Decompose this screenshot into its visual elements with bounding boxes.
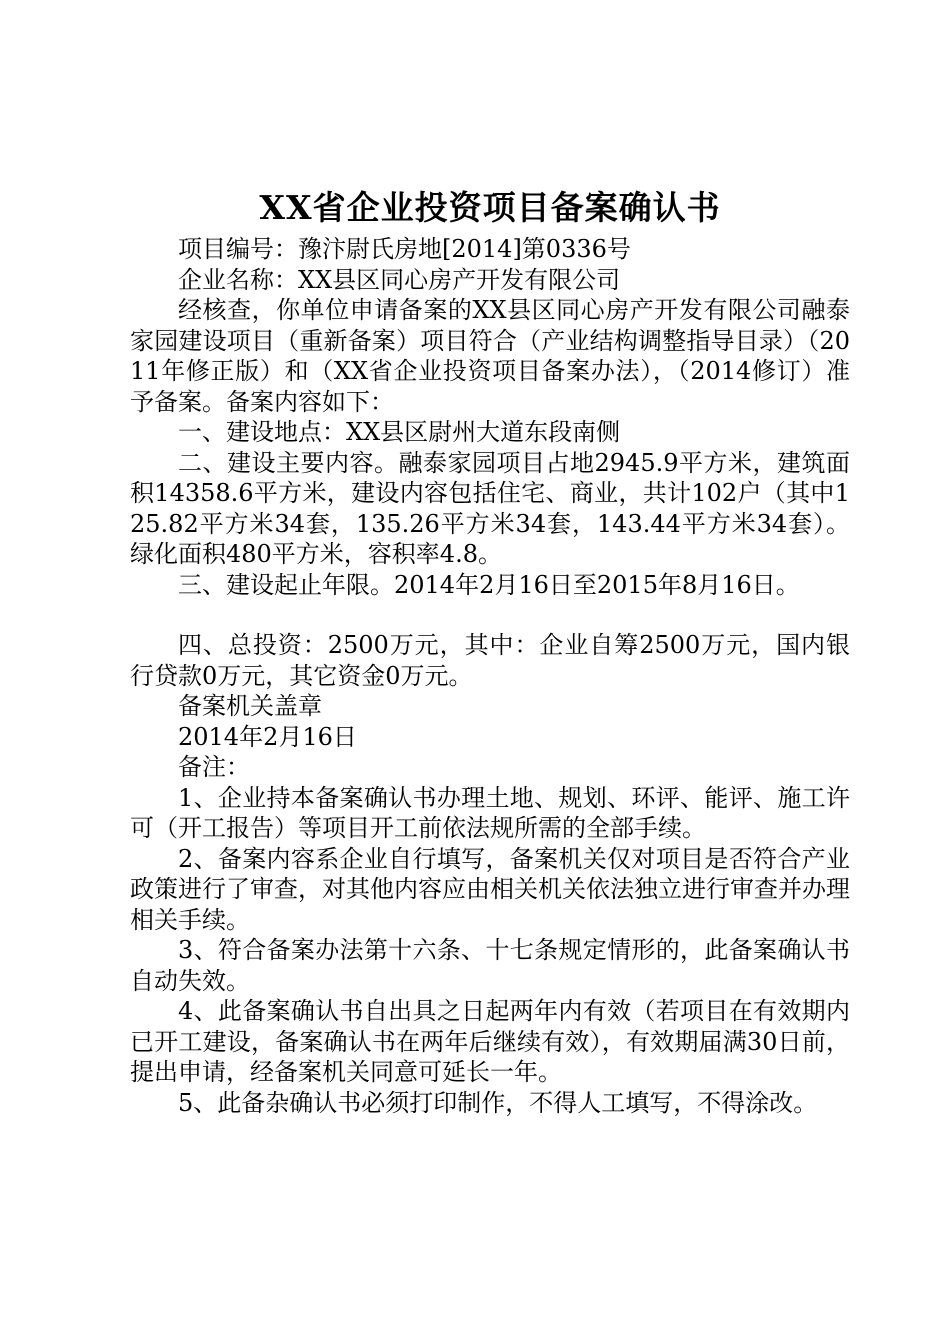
project-number: 项目编号：豫汴尉氏房地[2014]第0336号 [178,235,631,263]
document-title: XX省企业投资项目备案确认书 [259,188,721,227]
company-name: 企业名称：XX县区同心房产开发有限公司 [178,265,621,294]
item-investment: 四、总投资：2500万元，其中：企业自筹2500万元，国内银行贷款0万元，其它资金0万元。 [130,631,850,690]
document-page [130,186,850,1118]
note-1: 1、企业持本备案确认书办理土地、规划、环评、能评、施工许可（开工报告）等项目开工前依法规所需的全部手续。 [130,783,850,842]
seal-line: 备案机关盖章 [178,692,322,720]
item-period: 三、建设起止年限。2014年2月16日至2015年8月16日。 [178,570,800,599]
intro-paragraph: 经核查，你单位申请备案的XX县区同心房产开发有限公司融泰家园建设项目（重新备案）项目符合（产业结构调整指导目录）（2011年修正版）和（XX省企业投资项目备案办法），（2014修订）准予备案。备案内容如下： [130,296,850,416]
note-5: 5、此备杂确认书必须打印制作，不得人工填写，不得涂改。 [178,1088,818,1117]
note-4: 4、此备案确认书自出具之日起两年内有效（若项目在有效期内已开工建设，备案确认书在两年后继续有效），有效期届满30日前，提出申请，经备案机关同意可延长一年。 [130,997,850,1086]
item-location: 一、建设地点：XX县区尉州大道东段南侧 [178,418,621,446]
note-2: 2、备案内容系企业自行填写，备案机关仅对项目是否符合产业政策进行了审查，对其他内容应由相关机关依法独立进行审查并办理相关手续。 [130,844,850,934]
note-3: 3、符合备案办法第十六条、十七条规定情形的，此备案确认书自动失效。 [130,936,850,995]
issue-date: 2014年2月16日 [178,722,357,751]
item-content: 二、建设主要内容。融泰家园项目占地2945.9平方米，建筑面积14358.6平方米，建设内容包括住宅、商业，共计102户（其中125.82平方米34套，135.26平方米34套，143.44平方米34套）。绿化面积480平方米，容积率4.8。 [130,448,850,568]
notes-label: 备注： [178,753,250,781]
blank-line [130,600,850,630]
